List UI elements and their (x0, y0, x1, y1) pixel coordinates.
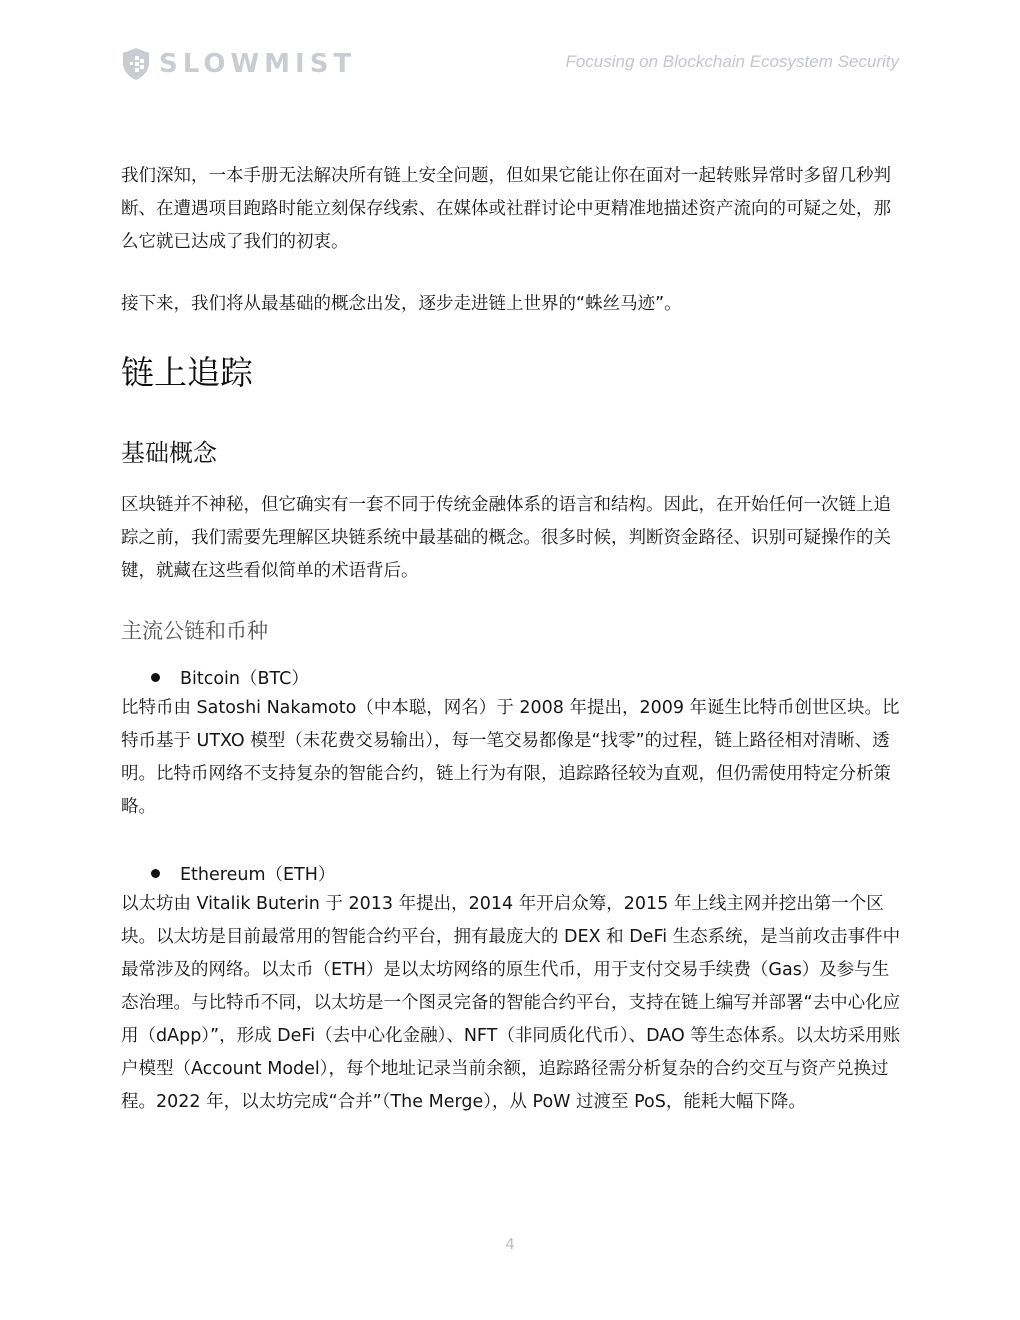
page-number: 4 (505, 1236, 515, 1253)
subsection-intro-paragraph: 区块链并不神秘，但它确实有一套不同于传统金融体系的语言和结构。因此，在开始任何一次链上追踪之前，我们需要先理解区块链系统中最基础的概念。很多时候，判断资金路径、识别可疑操作的关键，就藏在这些看似简单的术语背后。 (121, 495, 891, 581)
bitcoin-description: 比特币由 Satoshi Nakamoto（中本聪，网名）于 2008 年提出，2009 年诞生比特币创世区块。比特币基于 UTXO 模型（未花费交易输出），每一笔交易都像是“找零”的过程，链上路径相对清晰、透明。比特币网络不支持复杂的智能合约，链上行为有限，追踪路径较为直观，但仍需使用特定分析策略。 (121, 698, 900, 817)
page-header (0, 0, 1020, 100)
bullet-icon (151, 869, 160, 878)
document-body (121, 160, 903, 1119)
intro-paragraph-1: 我们深知，一本手册无法解决所有链上安全问题，但如果它能让你在面对一起转账异常时多留几秒判断、在遭遇项目跑路时能立刻保存线索、在媒体或社群讨论中更精准地描述资产流向的可疑之处，那么它就已达成了我们的初衷。 (121, 166, 891, 252)
ethereum-description: 以太坊由 Vitalik Buterin 于 2013 年提出，2014 年开启众筹，2015 年上线主网并挖出第一个区块。以太坊是目前最常用的智能合约平台，拥有最庞大的 DEX 和 DeFi 生态系统，是当前攻击事件中最常涉及的网络。以太币（ETH）是以太坊网络的原生代币，用于支付交易手续费（Gas）及参与生态治理。与比特币不同，以太坊是一个图灵完备的智能合约平台，支持在链上编写并部署“去中心化应用（dApp）”，形成 DeFi（去中心化金融）、NFT（非同质化代币）、DAO 等生态体系。以太坊采用账户模型（Account Model），每个地址记录当前余额，追踪路径需分析复杂的合约交互与资产兑换过程。2022 年，以太坊完成“合并”（The Merge），从 PoW 过渡至 PoS，能耗大幅下降。 (121, 894, 901, 1112)
list-item-label: Ethereum（ETH） (180, 864, 336, 885)
topic-title: 主流公链和币种 (121, 619, 268, 643)
intro-paragraph-2: 接下来，我们将从最基础的概念出发，逐步走进链上世界的“蛛丝马迹”。 (121, 294, 682, 314)
list-item-label: Bitcoin（BTC） (180, 668, 309, 689)
bullet-icon (151, 673, 160, 682)
shield-logo-icon (121, 47, 151, 81)
slowmist-logo (121, 46, 356, 82)
list-item-ethereum (121, 858, 903, 888)
header-tagline: Focusing on Blockchain Ecosystem Security (565, 52, 899, 71)
subsection-title: 基础概念 (121, 439, 217, 467)
section-title: 链上追踪 (121, 353, 253, 392)
list-item-bitcoin (121, 662, 903, 692)
logo-text: SLOWMIST (159, 49, 357, 79)
